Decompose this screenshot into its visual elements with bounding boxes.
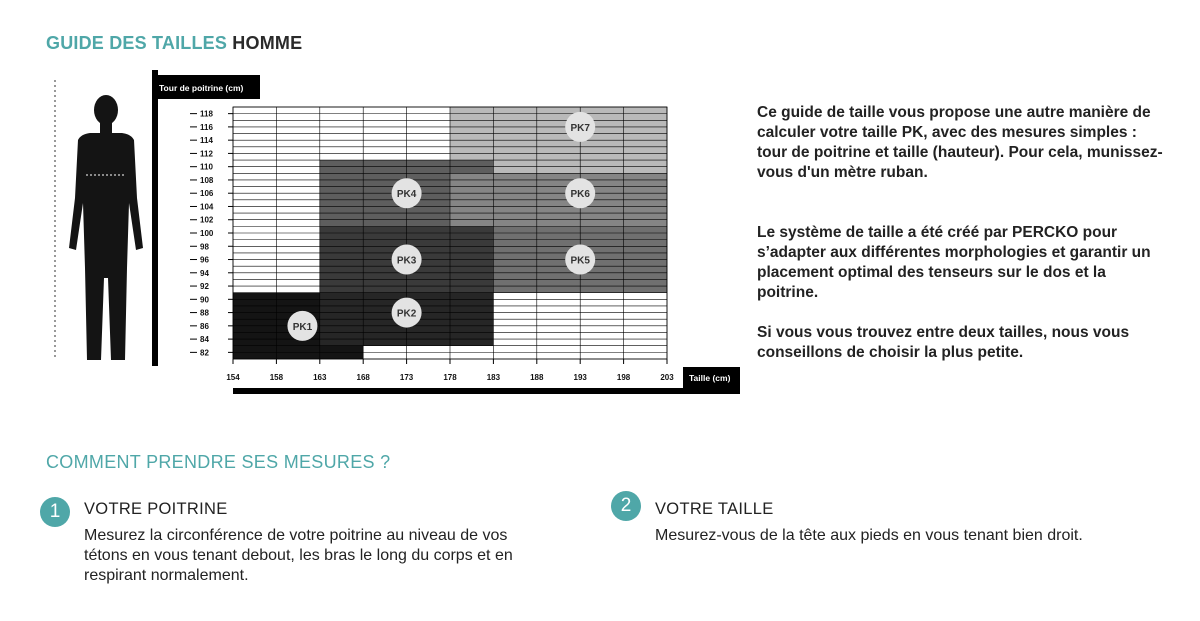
howto-title: COMMENT PRENDRE SES MESURES ?	[46, 452, 391, 472]
y-tick-label: 100	[200, 229, 214, 238]
zone-label-pk3: PK3	[396, 255, 417, 267]
x-tick-label: 163	[313, 373, 327, 382]
y-axis-bar	[152, 70, 158, 366]
step-1-badge: 1	[40, 497, 70, 527]
x-tick-label: 158	[269, 373, 284, 382]
title-dark: HOMME	[232, 33, 303, 53]
y-tick-label: 84	[200, 335, 209, 345]
y-tick-label: 118	[200, 109, 213, 119]
x-tick-label: 154	[226, 373, 240, 382]
y-tick-label: 112	[200, 149, 213, 159]
step-1-title: VOTRE POITRINE	[84, 500, 228, 518]
x-axis-label: Taille (cm)	[689, 373, 731, 383]
x-tick-label: 173	[399, 373, 414, 382]
step-2-title: VOTRE TAILLE	[655, 500, 774, 518]
y-tick-label: 86	[200, 321, 209, 331]
x-tick-label: 178	[443, 373, 457, 382]
zone-label-pk1: PK1	[292, 321, 313, 333]
x-tick-label: 203	[660, 373, 674, 382]
y-tick-label: 90	[200, 295, 209, 305]
x-tick-label: 168	[356, 373, 370, 382]
size-chart	[150, 70, 750, 400]
y-tick-label: 96	[200, 255, 209, 265]
info-paragraph-1: Ce guide de taille vous propose une autre manière de calculer votre taille PK, avec des mesures simples : tour de poitrine et taille (hauteur). Pour cela, munissez-vous d'un mètre ruban.	[757, 104, 1163, 181]
x-axis-bar	[233, 388, 740, 394]
y-tick-label: 110	[200, 162, 213, 172]
y-tick-label: 98	[200, 242, 209, 252]
y-tick-label: 94	[200, 268, 209, 278]
zone-label-pk7: PK7	[570, 122, 590, 134]
y-tick-label: 114	[200, 136, 213, 146]
y-tick-label: 82	[200, 348, 209, 358]
zone-label-pk5: PK5	[570, 255, 590, 267]
y-tick-label: 108	[200, 175, 214, 185]
y-tick-label: 88	[200, 308, 209, 318]
x-tick-label: 193	[573, 373, 587, 382]
y-tick-label: 106	[200, 189, 214, 199]
step-2-badge: 2	[611, 491, 641, 521]
step-2-description: Mesurez-vous de la tête aux pieds en vous tenant bien droit.	[655, 527, 1083, 544]
step-1-description: Mesurez la circonférence de votre poitrine au niveau de vos tétons en vous tenant debout, les bras le long du corps et en respirant normalement.	[84, 527, 513, 584]
zone-label-pk2: PK2	[396, 308, 417, 320]
title-accent: GUIDE DES TAILLES	[46, 33, 228, 53]
y-tick-label: 92	[200, 282, 209, 292]
info-paragraph-2: Le système de taille a été créé par PERCKO pour s’adapter aux différentes morphologies et garantir un placement optimal des tenseurs sur le dos et la poitrine.	[757, 224, 1151, 301]
x-tick-label: 183	[486, 373, 501, 382]
x-tick-label: 198	[616, 373, 631, 382]
y-tick-label: 116	[200, 122, 213, 132]
y-axis-label: Tour de poitrine (cm)	[159, 83, 244, 93]
zone-label-pk6: PK6	[570, 189, 590, 201]
info-paragraph-3: Si vous vous trouvez entre deux tailles, nous vous conseillons de choisir la plus petite.	[757, 324, 1130, 361]
y-tick-label: 104	[200, 202, 214, 212]
male-silhouette-icon	[50, 78, 150, 368]
x-tick-label: 188	[530, 373, 544, 382]
y-tick-label: 102	[200, 215, 214, 225]
page-title	[46, 33, 302, 54]
zone-label-pk4: PK4	[396, 189, 417, 201]
